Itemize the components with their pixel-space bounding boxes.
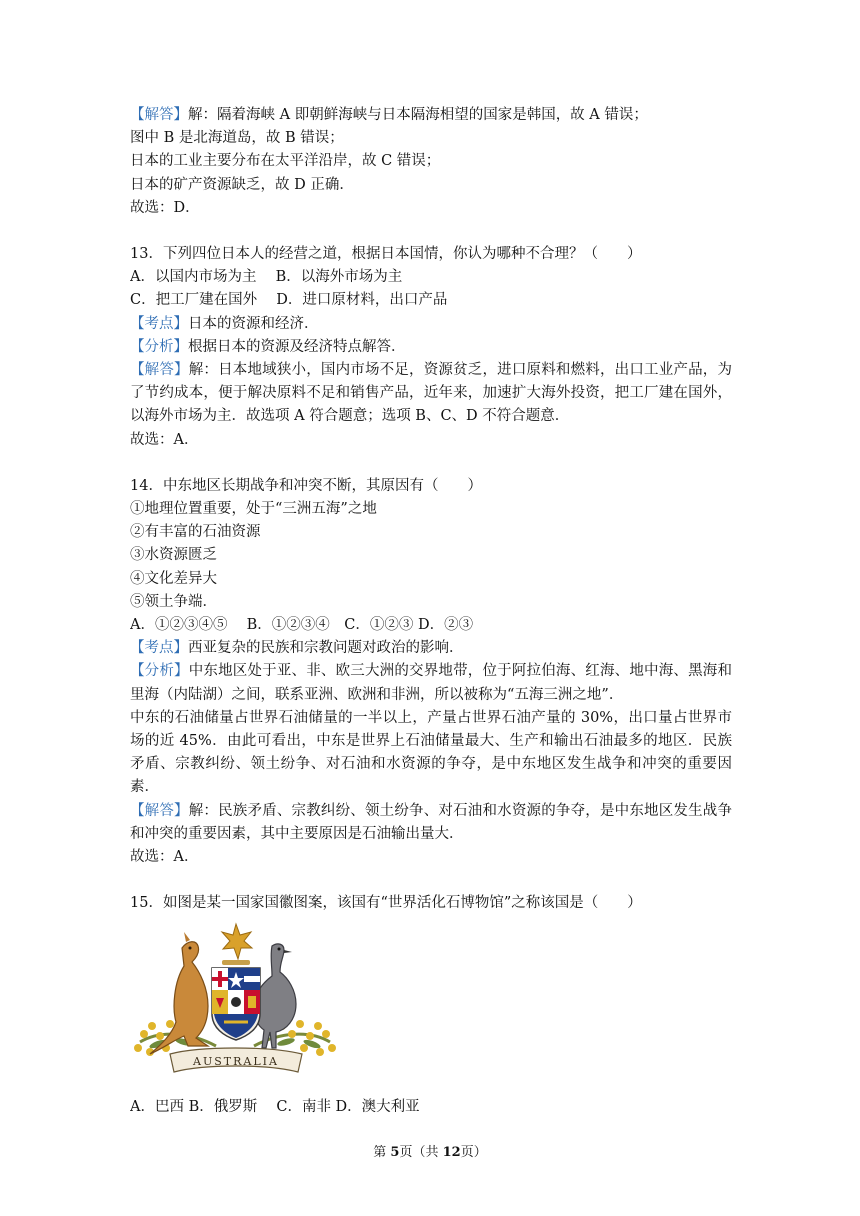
q12-answer-line: 日本的矿产资源缺乏，故 D 正确． [130, 176, 354, 193]
scroll-text: AUSTRALIA [193, 1054, 279, 1068]
q12-answer-line: 【解答】解：隔着海峡 A 即朝鲜海峡与日本隔海相望的国家是韩国，故 A 错误； [130, 107, 648, 123]
q14-item: ③水资源匮乏 [130, 547, 217, 564]
q14-fenxi-continued: 中东的石油储量占世界石油储量的一半以上，产量占世界石油产量的 30%，出口量占世界市场的近 45%．由此可看出，中东是世界上石油储量最大、生产和输出石油最多的地区．民族矛盾、宗教纠纷、领土纷争、对石油和水资源的争夺，是中东地区发生战争和冲突的重要因素． [130, 709, 732, 796]
jieda-tag: 【解答】 [130, 362, 189, 379]
q14-jieda: 【解答】解：民族矛盾、宗教纠纷、领土纷争、对石油和水资源的争夺，是中东地区发生战争和冲突的重要因素，其中主要原因是石油输出量大． [130, 802, 732, 842]
jieda-tag: 【解答】 [130, 802, 189, 819]
fenxi-tag: 【分析】 [130, 338, 188, 355]
page-footer: 第 5页（共 12页） [373, 1145, 487, 1160]
q13-kaodian: 【考点】日本的资源和经济． [130, 315, 319, 332]
q13-option-row: A．以国内市场为主 B．以海外市场为主 [130, 269, 403, 286]
q14-item: ④文化差异大 [130, 570, 217, 587]
q13-fenxi: 【分析】根据日本的资源及经济特点解答． [130, 338, 406, 355]
q14-stem: 14．中东地区长期战争和冲突不断，其原因有（ ） [130, 477, 482, 494]
q13-choice: 故选：A． [130, 431, 199, 448]
kaodian-tag: 【考点】 [130, 640, 188, 657]
q15-options: A．巴西 B．俄罗斯 C．南非 D．澳大利亚 [130, 1098, 420, 1115]
q12-choice: 故选：D． [130, 199, 200, 216]
q12-answer-line: 日本的工业主要分布在太平洋沿岸，故 C 错误； [130, 153, 441, 170]
shield-icon [212, 968, 260, 1040]
star-crest-icon [222, 924, 252, 965]
answer-tag: 【解答】 [130, 107, 188, 123]
total-pages: 12 [442, 1145, 461, 1160]
motto-scroll [170, 1048, 302, 1072]
fenxi-tag: 【分析】 [130, 663, 189, 680]
q13-jieda: 【解答】解：日本地域狭小，国内市场不足，资源贫乏，进口原料和燃料，出口工业产品，为了节约成本，便于解决原料不足和销售产品，近年来，加速扩大海外投资，把工厂建在国外，以海外市场为主．故选项 A 符合题意；选项 B、C、D 不符合题意． [130, 362, 732, 425]
current-page: 5 [390, 1145, 400, 1160]
q14-item: ②有丰富的石油资源 [130, 524, 261, 541]
q14-options: A．①②③④⑤ B．①②③④ C．①②③ D．②③ [130, 617, 474, 634]
kaodian-tag: 【考点】 [130, 315, 188, 332]
australia-coat-of-arms-image [130, 922, 342, 1088]
q12-answer-line: 图中 B 是北海道岛，故 B 错误； [130, 130, 344, 147]
q15-stem: 15．如图是某一国家国徽图案，该国有“世界活化石博物馆”之称该国是（ ） [130, 895, 642, 912]
q14-item: ①地理位置重要，处于“三洲五海”之地 [130, 501, 377, 518]
q14-fenxi: 【分析】中东地区处于亚、非、欧三大洲的交界地带，位于阿拉伯海、红海、地中海、黑海和里海（内陆湖）之间，联系亚洲、欧洲和非洲，所以被称为“五海三洲之地”． [130, 663, 732, 703]
q14-kaodian: 【考点】西亚复杂的民族和宗教问题对政治的影响． [130, 640, 464, 657]
q14-choice: 故选：A． [130, 849, 199, 866]
q13-option-row: C．把工厂建在国外 D．进口原材料，出口产品 [130, 292, 448, 309]
q14-item: ⑤领土争端． [130, 593, 217, 610]
q13-stem: 13．下列四位日本人的经营之道，根据日本国情，你认为哪种不合理？（ ） [130, 246, 642, 263]
page-content [130, 104, 732, 1119]
